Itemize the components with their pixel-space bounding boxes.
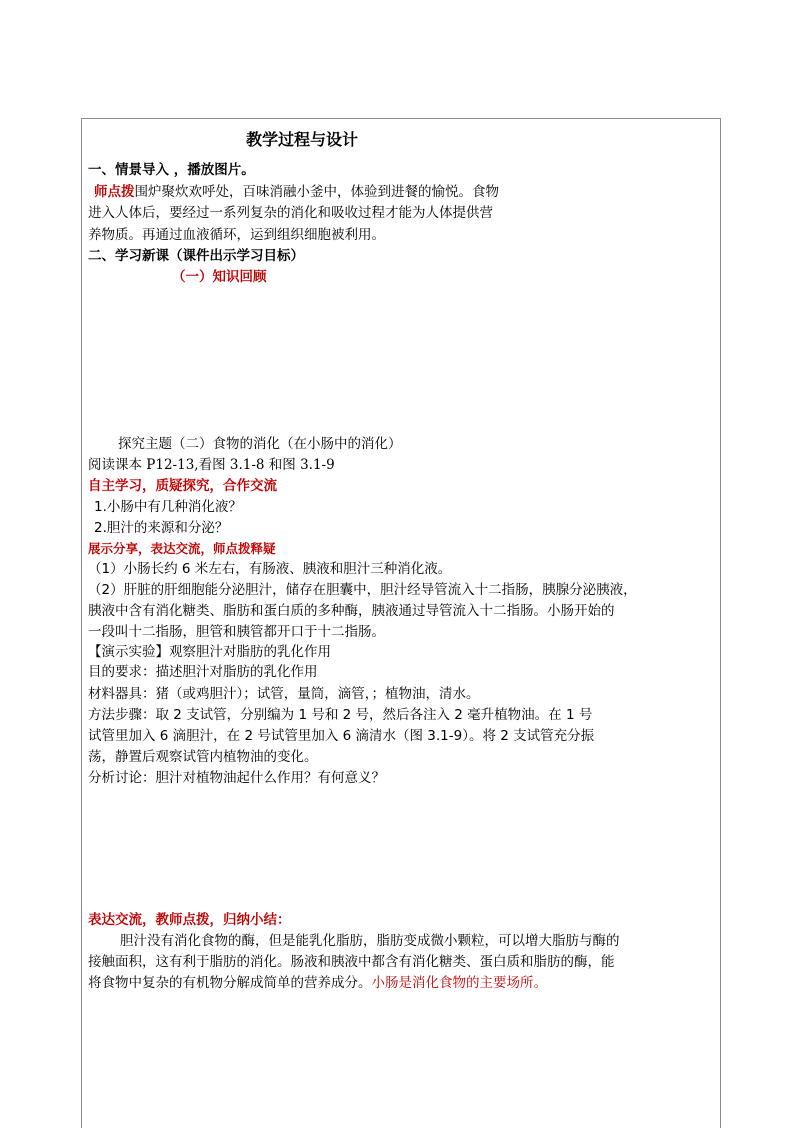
teacher-tip-label: 师点拨	[94, 184, 135, 200]
intro-line-1-text: 围炉聚炊欢呼处，百味消融小釜中，体验到进餐的愉悦。食物	[134, 184, 499, 200]
summary-conclusion: 小肠是消化食物的主要场所。	[371, 975, 547, 991]
intro-line-3: 养物质。再通过血液循环，运到组织细胞被利用。	[88, 227, 385, 243]
demo-experiment-heading: 【演示实验】观察胆汁对脂肪的乳化作用	[88, 644, 331, 660]
question-1: 1.小肠中有几种消化液？	[94, 499, 242, 515]
intro-line-2: 进入人体后，要经过一系列复杂的消化和吸收过程才能为人体提供营	[88, 205, 493, 221]
answer-2-line-3: 一段叫十二指肠，胆管和胰管都开口于十二指肠。	[88, 624, 385, 640]
summary-line-2: 接触面积，这有利于脂肪的消化。肠液和胰液中都含有消化糖类、蛋白质和脂肪的酶，能	[88, 954, 615, 970]
question-2: 2.胆汁的来源和分泌？	[94, 520, 229, 536]
experiment-goal: 目的要求：描述胆汁对脂肪的乳化作用	[88, 664, 318, 680]
summary-line-3	[88, 973, 547, 993]
experiment-method-line-1: 方法步骤：取 2 支试管，分别编为 1 号和 2 号，然后各注入 2 毫升植物油。在 1 号	[88, 707, 593, 723]
section-1-heading: 一、情景导入 ，播放图片。	[88, 162, 255, 178]
summary-line-1: 胆汁没有消化食物的酶，但是能乳化脂肪，脂肪变成微小颗粒，可以增大脂肪与酶的	[120, 933, 620, 949]
page-title: 教学过程与设计	[246, 130, 359, 149]
self-study-heading: 自主学习，质疑探究，合作交流	[88, 478, 277, 494]
subsection-knowledge-review: （一）知识回顾	[172, 269, 267, 285]
experiment-method-line-3: 荡，静置后观察试管内植物油的变化。	[88, 749, 318, 765]
summary-line-3-text: 将食物中复杂的有机物分解成简单的营养成分。	[88, 975, 372, 991]
reading-assignment: 阅读课本 P12-13,看图 3.1-8 和图 3.1-9	[88, 457, 335, 473]
answer-1: （1）小肠长约 6 米左右，有肠液、胰液和胆汁三种消化液。	[88, 561, 452, 577]
summary-heading: 表达交流，教师点拨，归纳小结：	[88, 912, 291, 928]
section-2-heading: 二、学习新课（课件出示学习目标）	[88, 248, 304, 264]
discussion-question: 分析讨论：胆汁对植物油起什么作用？有何意义？	[88, 770, 385, 786]
intro-line-1	[94, 182, 499, 202]
inquiry-theme: 探究主题（二）食物的消化（在小肠中的消化）	[118, 436, 402, 452]
experiment-materials: 材料器具：猪（或鸡胆汁）；试管，量筒，滴管，；植物油，清水。	[88, 686, 480, 702]
answer-2-line-1: （2）肝脏的肝细胞能分泌胆汁，储存在胆囊中，胆汁经导管流入十二指肠，胰腺分泌胰液，	[88, 582, 637, 598]
experiment-method-line-2: 试管里加入 6 滴胆汁，在 2 号试管里加入 6 滴清水（图 3.1-9）。将 2 支试管充分振	[88, 728, 595, 744]
share-heading: 展示分享，表达交流，师点拨释疑	[88, 541, 276, 556]
answer-2-line-2: 胰液中含有消化糖类、脂肪和蛋白质的多种酶，胰液通过导管流入十二指肠。小肠开始的	[88, 603, 615, 619]
